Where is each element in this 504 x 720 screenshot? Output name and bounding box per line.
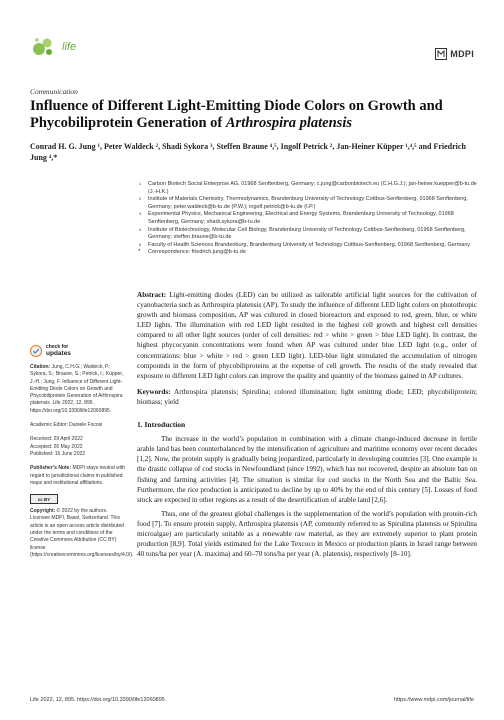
cc-by-icon[interactable]: cc BY — [30, 494, 58, 504]
affiliation-2: 2 Institute of Materials Chemistry, Thermodynamics, Brandenburg University of Technology Cottbus-Senftenberg, 01968 Senftenberg, Germany; peter.waldeck@b-tu.de (P.W.); ingolf.petrick@b-tu.de (I.P.) — [139, 196, 468, 210]
check-for-updates[interactable] — [30, 345, 128, 357]
check-updates-icon — [30, 345, 42, 357]
abstract-text: Light-emitting diodes (LED) can be utilized as tailorable artificial light sources for the cultivation of cyanobacteria such as Arthrospira platensis (AP). To study the influence of different LED light colors on photothropic growth and biomass composition, AP was cultured in closed bioreactors and exposed to red, green, blue, or white LED lights. The illumination with red LED light resulted in the highest cell growth and highest cell densities compared to all other light sources (order of cell densities: red > white > green > blue LED light). In contrast, the highest phycocyanin concentrations were found when AP was cultured under blue LED light (e.g., order of concentrations: blue > white > red > green LED light). LED-blue light stimulated the accumulation of nitrogen compounds in the form of phycobiliproteins at the expense of cell growth. The results of the study revealed that exposure to different LED light colors can improve the quality and quantity of the biomass gained in AP cultures. — [137, 291, 477, 380]
abstract: Abstract: Light-emitting diodes (LED) can be utilized as tailorable artificial light sources for the cultivation of cyanobacteria such as Arthrospira platensis (AP). To study the influence of different LED light colors on photothropic growth and biomass composition, AP was cultured in closed bioreactors and exposed to red, green, blue, or white LED lights. The illumination with red LED light resulted in the highest cell growth and highest cell densities compared to all other light sources (order of cell densities: red > white > green > blue LED light). In contrast, the highest phycocyanin concentrations were found when AP was cultured under blue LED light (e.g., order of concentrations: blue > white > red > green LED light). LED-blue light stimulated the accumulation of nitrogen compounds in the form of phycobiliproteins at the expense of cell growth. The results of the study revealed that exposure to different LED light colors can improve the quality and quantity of the biomass gained in AP cultures. — [137, 291, 477, 380]
affiliations — [137, 181, 477, 257]
affiliation-1: 1 Carbon Biotech Social Enterprise AG, 01968 Senftenberg, Germany; c.jung@carbonbiotech.eu (C.H.G.J.); jan-heiner.kuepper@b-tu.de (J.-H.K.) — [139, 181, 477, 195]
academic-editor: Academic Editor: Daniele Focosi — [30, 422, 103, 429]
footer-citation[interactable]: Life 2022, 12, 895. https://doi.org/10.3390/life12060895 — [30, 697, 165, 703]
journal-logo[interactable] — [30, 34, 76, 60]
received-date: Received: 29 April 2022 — [30, 436, 83, 443]
affiliation-3: 3 Experimental Physics, Mechanical Engineering, Electrical and Energy Systems, Brandenburg University of Technology, 01968 Senftenberg, Germany; shadi.sykora@b-tu.de — [139, 211, 454, 225]
publisher-name: MDPI — [450, 49, 474, 59]
title-text: Influence of Different Light-Emitting Diode Colors on Growth and Phycobiliprotein Generation of — [30, 98, 443, 131]
affiliation-5: 5 Faculty of Health Sciences Brandenburg, Brandenburg University of Technology Cottbus-Senftenberg, 01968 Senftenberg, Germany — [139, 241, 471, 248]
check-updates-label: check for updates — [46, 344, 71, 357]
keywords-text: Arthrospira platensis; Spirulina; colored illumination; light emitting diode; LED; phycobiliprotein; biomass; yield — [137, 387, 477, 406]
published-date: Published: 15 June 2022 — [30, 450, 86, 457]
author-list: Conrad H. G. Jung ¹, Peter Waldeck ², Shadi Sykora ³, Steffen Braune ⁴,⁵, Ingolf Petrick ², Jan-Heiner Küpper ¹,⁴,⁵ and Friedrich Jung ⁴,* — [30, 142, 466, 162]
intro-paragraph-2: Thus, one of the greatest global challenges is the supplementation of the world’s population with protein-rich food [7]. To ensure protein supply, Arthrospira platensis (AP, commonly referred to as Spirulina platensis or Spirulina microalgae) are particularly suitable as a renewable raw material, as they are extremely superior to plant protein production [8,9]. Total yields estimated for the Lake Texcoco in Mexico or production plants in Israel range between 40 tons/ha per year (A. maxima) and 60–70 tons/ha per year (A. platensis), respectively [8–10]. — [137, 509, 477, 559]
footer-journal-url[interactable]: https://www.mdpi.com/journal/life — [393, 697, 474, 703]
mdpi-icon — [435, 48, 447, 60]
copyright-block: Copyright: © 2022 by the authors. Licensee MDPI, Basel, Switzerland. This article is an open access article distributed under the terms and conditions of the Creative Commons Attribution (CC BY) license (https://creativecommons.org/licenses/by/4.0/). — [30, 508, 134, 558]
main-content — [137, 290, 477, 559]
intro-paragraph-1: The increase in the world’s population in combination with a climate change-induced decrease in fertile arable land has been counterbalanced by the intensification of agriculture and maritime economy over recent decades [1,2]. Now, the protein supply is gradually being jeopardized, particularly in developing countries [3]. One example is the drastic collapse of cod stocks in Newfoundland (since 1992), which has not recovered, despite an absolute ban on fishing and farming activities [4]. The situation is similar for cod stocks in the North Sea and the Baltic Sea. Furthermore, the rice production is anticipated to decline by up to 40% by the end of this century [5]. Losses of food stock are expected in other regions as a result of the desertification of arable land [2,6]. — [137, 435, 477, 504]
journal-header — [30, 34, 474, 74]
correspondence[interactable]: * Correspondence: friedrich.jung@b-tu.de — [138, 249, 246, 256]
journal-name: life — [62, 41, 77, 53]
citation-block: Citation: Jung, C.H.G.; Waldeck, P.; Sykora, S.; Braune, S.; Petrick, I.; Küpper, J.-H.; Jung, F. Influence of Different Light-Emitting Diode Colors on Growth and Phycobiliprotein Generation of Arthrospira platensis. Life 2022, 12, 895. https://doi.org/10.3390/life12060895 — [30, 364, 124, 414]
article-title — [30, 98, 474, 131]
publisher-note: Publisher’s Note: MDPI stays neutral with regard to jurisdictional claims in published maps and institutional affiliations. — [30, 465, 126, 486]
article-type: Communication — [30, 87, 78, 96]
affiliation-4: 4 Institute of Biotechnology, Molecular Cell Biology, Brandenburg University of Technology Cottbus-Senftenberg, 01968 Senftenberg, Germany; steffen.braune@b-tu.de — [139, 226, 466, 241]
publisher-logo[interactable] — [435, 48, 474, 60]
life-logo-icon — [30, 34, 56, 60]
section-heading: 1. Introduction — [137, 420, 186, 430]
title-species: Arthrospira platensis — [225, 114, 353, 131]
keywords: Keywords: Arthrospira platensis; Spirulina; colored illumination; light emitting diode; LED; phycobiliprotein; biomass; yield — [137, 387, 477, 406]
article-sidebar — [30, 344, 134, 559]
accepted-date: Accepted: 26 May 2022 — [30, 443, 83, 450]
page-footer — [30, 697, 474, 703]
